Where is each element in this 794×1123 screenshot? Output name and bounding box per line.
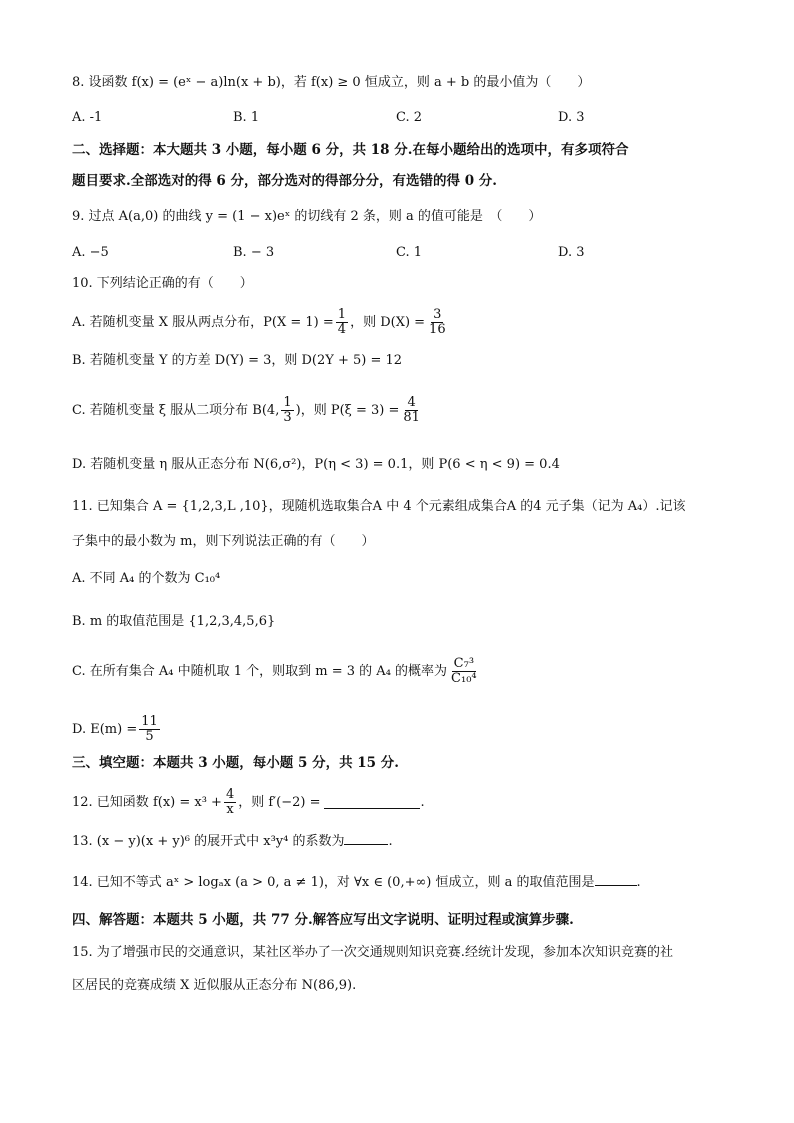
q12-text: 12. 已知函数 f(x) = x³ + [72,794,222,810]
q13-end: . [388,834,393,849]
q11-stem-line2: 子集中的最小数为 m，则下列说法正确的有（ ） [72,534,375,549]
q11-option-b: B. m 的取值范围是 {1,2,3,4,5,6} [72,614,276,629]
q8-option-d: D. 3 [558,110,585,125]
fraction-numerator: 3 [433,307,442,322]
q14-text: 14. 已知不等式 aˣ > logₐx (a > 0, a ≠ 1)，对 ∀x ∈ (0,+∞) 恒成立，则 a 的取值范围是 [72,875,595,890]
q10-option-a-text: A. 若随机变量 X 服从两点分布，P(X = 1) = [72,314,334,330]
q10-option-a-fraction1 [336,308,348,337]
q11-option-d-fraction [139,715,160,744]
fraction-denominator: 3 [283,410,292,425]
q11-option-c [72,657,481,686]
fraction-numerator: 11 [141,714,158,729]
q12-fraction [224,788,236,817]
q10-option-a-text-mid: ，则 D(X) = [350,314,426,330]
q9-stem: 9. 过点 A(a,0) 的曲线 y = (1 − x)eˣ 的切线有 2 条，则 a 的值可能是 （ ） [72,209,542,224]
q15-line2: 区居民的竞赛成绩 X 近似服从正态分布 N(86,9). [72,978,357,993]
q10-option-a [72,308,450,337]
q13-text: 13. (x − y)(x + y)⁶ 的展开式中 x³y⁴ 的系数为 [72,834,345,849]
q10-option-b: B. 若随机变量 Y 的方差 D(Y) = 3，则 D(2Y + 5) = 12 [72,353,403,368]
fraction-denominator: 16 [429,322,446,337]
q10-option-c [72,396,424,425]
fraction-denominator: 5 [145,729,154,744]
section4-heading: 四、解答题：本题共 5 小题，共 77 分.解答应写出文字说明、证明过程或演算步骤. [72,912,574,928]
q10-option-d: D. 若随机变量 η 服从正态分布 N(6,σ²)，P(η < 3) = 0.1，则 P(6 < η < 9) = 0.4 [72,457,560,472]
q10-option-c-text-mid: )，则 P(ξ = 3) = [295,402,400,418]
section2-heading-line1: 二、选择题：本大题共 3 小题，每小题 6 分，共 18 分.在每小题给出的选项中，有多项符合 [72,142,629,158]
q10-option-c-text: C. 若随机变量 ξ 服从二项分布 B(4, [72,402,280,418]
fraction-denominator: 4 [337,322,347,337]
q14 [72,873,641,893]
q8-stem: 8. 设函数 f(x) = (eˣ − a)ln(x + b)，若 f(x) ≥ 0 恒成立，则 a + b 的最小值为（ ） [72,75,591,90]
fraction-numerator: C₇³ [453,656,475,671]
q11-option-c-text: C. 在所有集合 A₄ 中随机取 1 个，则取到 m = 3 的 A₄ 的概率为 [72,663,448,679]
fraction-numerator: 4 [407,395,416,410]
q10-stem: 10. 下列结论正确的有（ ） [72,276,253,291]
q12-end: . [420,794,425,810]
q11-stem-line1: 11. 已知集合 A = {1,2,3,L ,10}，现随机选取集合A 中 4 个元素组成集合A 的4 元子集（记为 A₄）.记该 [72,499,686,514]
q12-text-post: ，则 f′(−2) = [238,794,321,810]
q9-option-b: B. − 3 [233,245,275,260]
q11-option-d [72,715,162,744]
section2-heading-line2: 题目要求.全部选对的得 6 分，部分选对的得部分分，有选错的得 0 分. [72,173,497,189]
q10-option-c-fraction1 [281,396,293,425]
section3-heading: 三、填空题：本题共 3 小题，每小题 5 分，共 15 分. [72,755,399,771]
q15-line1: 15. 为了增强市民的交通意识，某社区举办了一次交通规则知识竞赛.经统计发现，参加本次知识竞赛的社 [72,945,673,960]
fraction-numerator: 1 [283,395,292,410]
fraction-numerator: 4 [225,787,235,802]
q12 [72,788,425,817]
q11-option-d-text: D. E(m) = [72,721,138,737]
q8-option-a: A. -1 [72,110,103,125]
q14-end: . [636,875,641,890]
q11-option-c-fraction [449,657,479,686]
fraction-numerator: 1 [337,307,347,322]
q10-option-c-fraction2 [401,396,422,425]
fraction-denominator: 81 [403,410,420,425]
q11-option-a: A. 不同 A₄ 的个数为 C₁₀⁴ [72,571,221,586]
q13-answer-blank [344,832,388,845]
q8-option-b: B. 1 [233,110,260,125]
q10-option-a-fraction2 [427,308,448,337]
fraction-denominator: x [226,802,234,817]
q8-option-c: C. 2 [396,110,423,125]
fraction-denominator: C₁₀⁴ [451,671,477,686]
q14-answer-blank [595,873,637,886]
q9-option-c: C. 1 [396,245,423,260]
q9-option-a: A. −5 [72,245,109,260]
q12-answer-blank [324,796,420,809]
q9-option-d: D. 3 [558,245,585,260]
q13 [72,832,393,852]
